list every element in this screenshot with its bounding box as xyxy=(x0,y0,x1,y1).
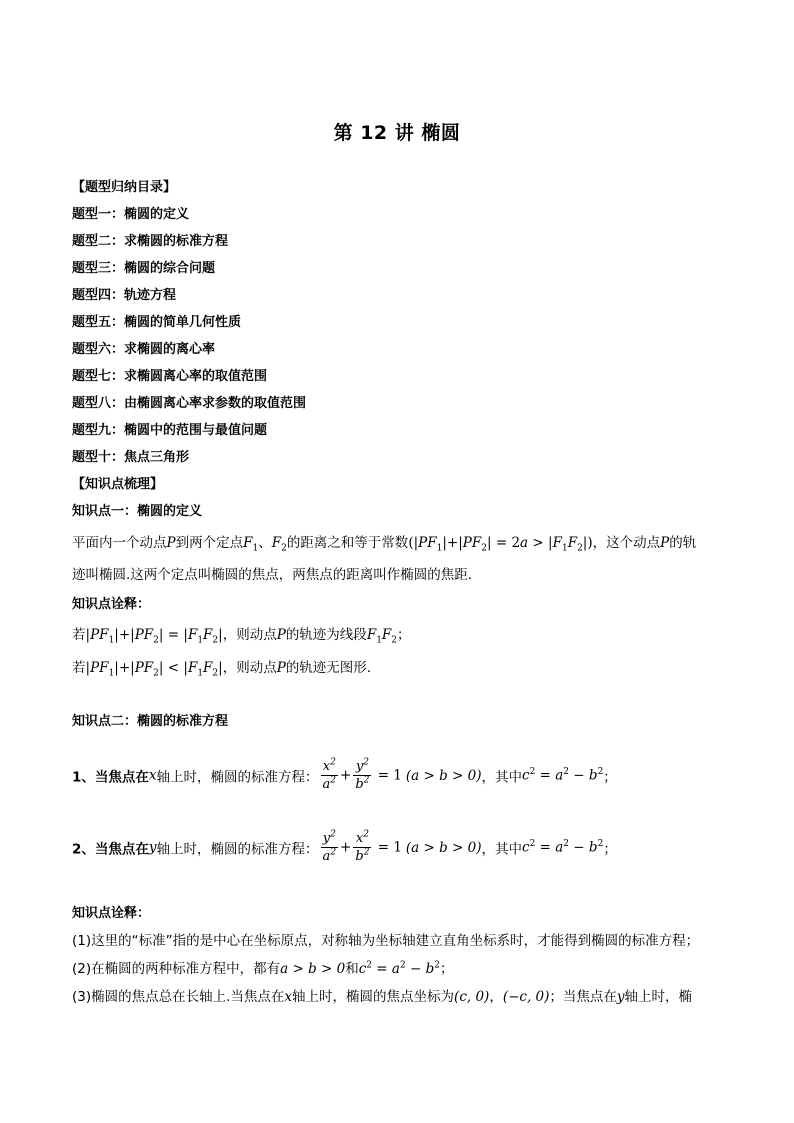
equation-x-axis: 1、当焦点在x轴上时，椭圆的标准方程： $\frac{x^2}{a^2}$ + $\frac{y^2}{b^2}$ = 1 (a > b > 0)，其中$c^2 = a^2 - b^2$； xyxy=(72,757,617,792)
fraction-y2-b2: $\frac{y^2}{b^2}$ xyxy=(355,757,370,792)
definition-line-1: 平面内一个动点P到两个定点$F_1$、$F_2$的距离之和等于常数$(|PF_1|+|PF_2| = 2a > |F_1F_2|)$，这个动点P的轨 xyxy=(72,535,697,554)
catalog-item-4: 题型四：轨迹方程 xyxy=(72,288,177,303)
catalog-item-5: 题型五：椭圆的简单几何性质 xyxy=(72,315,242,330)
note1-line: 若$|PF_1|+|PF_2| = |F_1F_2|$，则动点P的轨迹为线段$F_1F_2$； xyxy=(72,627,411,646)
fraction-y2-a2: $\frac{y^2}{a^2}$ xyxy=(322,829,337,864)
catalog-heading: 【题型归纳目录】 xyxy=(72,180,177,195)
equation-y-axis: 2、当焦点在y轴上时，椭圆的标准方程： $\frac{y^2}{a^2}$ + $\frac{x^2}{b^2}$ = 1 (a > b > 0)，其中$c^2 = a^2 - b^2$； xyxy=(72,829,617,864)
catalog-item-6: 题型六：求椭圆的离心率 xyxy=(72,342,216,357)
catalog-item-7: 题型七：求椭圆离心率的取值范围 xyxy=(72,369,268,384)
catalog-item-1: 题型一：椭圆的定义 xyxy=(72,207,190,222)
point1-title: 知识点一：椭圆的定义 xyxy=(72,504,203,519)
catalog-item-8: 题型八：由椭圆离心率求参数的取值范围 xyxy=(72,396,307,411)
catalog-item-2: 题型二：求椭圆的标准方程 xyxy=(72,234,229,249)
point2-note-title: 知识点诠释： xyxy=(72,906,151,921)
point2-note-1: (1)这里的“标准”指的是中心在坐标原点，对称轴为坐标轴建立直角坐标系时，才能得到椭圆的标准方程； xyxy=(72,933,700,949)
fraction-x2-b2: $\frac{x^2}{b^2}$ xyxy=(355,829,370,864)
fraction-x2-a2: $\frac{x^2}{a^2}$ xyxy=(322,757,337,792)
point2-note-2: (2)在椭圆的两种标准方程中，都有a > b > 0和$c^2 = a^2 - b^2$； xyxy=(72,960,454,977)
page-title: 第 12 讲 椭圆 xyxy=(333,122,461,144)
knowledge-heading: 【知识点梳理】 xyxy=(72,477,164,492)
catalog-item-9: 题型九：椭圆中的范围与最值问题 xyxy=(72,423,268,438)
note2-line: 若$|PF_1|+|PF_2| < |F_1F_2|$，则动点P的轨迹无图形. xyxy=(72,660,372,679)
point2-note-3: (3)椭圆的焦点总在长轴上.当焦点在x轴上时，椭圆的焦点坐标为(c, 0)，(−c, 0)；当焦点在y轴上时，椭 xyxy=(72,989,693,1005)
definition-line-2: 迹叫椭圆.这两个定点叫椭圆的焦点，两焦点的距离叫作椭圆的焦距. xyxy=(72,567,473,583)
catalog-item-10: 题型十：焦点三角形 xyxy=(72,450,190,465)
point1-note-title: 知识点诠释： xyxy=(72,597,151,612)
catalog-item-3: 题型三：椭圆的综合问题 xyxy=(72,261,216,276)
point2-title: 知识点二：椭圆的标准方程 xyxy=(72,714,229,729)
